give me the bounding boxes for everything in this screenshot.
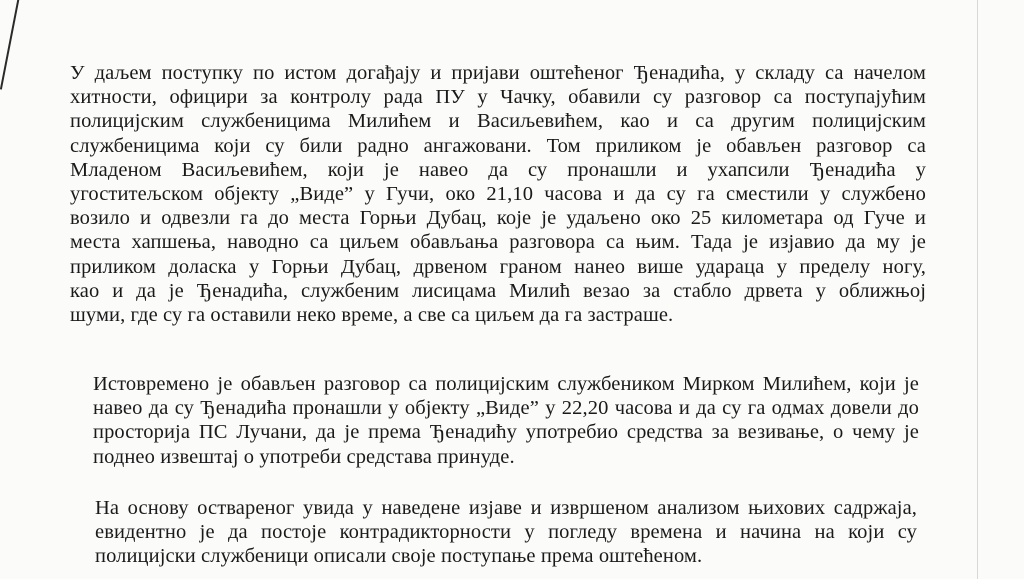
text-line: шуми, где су га оставили неко време, а све са циљем да га застраше. bbox=[70, 304, 674, 327]
text-line: возило и одвезли га до места Горњи Дубац, које је удаљено око 25 километара од Гуче и bbox=[70, 207, 926, 230]
text-line: поднео извештај о употреби средстава принуде. bbox=[93, 445, 515, 468]
text-line: приликом доласка у Горњи Дубац, дрвеном граном нанео више удараца у пределу ногу, bbox=[70, 255, 926, 278]
text-line: евидентно је да постоје контрадикторности у погледу времена и начина на који су bbox=[95, 521, 917, 544]
paragraph-3 bbox=[95, 496, 917, 569]
text-line: хитности, официри за контролу рада ПУ у Чачку, обавили су разговор са поступајућим bbox=[70, 86, 926, 109]
text-line: полицијским службеницима Милићем и Васиљевићем, као и са другим полицијским bbox=[70, 110, 926, 133]
text-line: службеницима који су били радно ангажовани. Том приликом је обављен разговор са bbox=[70, 134, 926, 157]
text-line: На основу оствареног увида у наведене изјаве и извршеном анализом њихових садржаја, bbox=[95, 497, 917, 519]
text-line: навео да су Ђенадића пронашли у објекту „Виде” у 22,20 часова и да су га одмах довели до bbox=[93, 397, 919, 420]
text-line: Младеном Васиљевићем, који је навео да су пронашли и ухапсили Ђенадића у bbox=[70, 158, 926, 181]
text-line: У даљем поступку по истом догађају и пријави оштећеног Ђенадића, у складу са начелом bbox=[70, 62, 926, 84]
text-line: полицијски службеници описали своје поступање према оштећеном. bbox=[95, 545, 703, 568]
paragraph-2 bbox=[93, 372, 919, 469]
paragraph-1 bbox=[70, 61, 926, 327]
text-line: као и да је Ђенадића, службеним лисицама Милић везао за стабло дрвета у оближњој bbox=[70, 279, 926, 302]
text-line: угоститељском објекту „Виде” у Гучи, око 21,10 часова и да су га сместили у службено bbox=[70, 183, 926, 206]
page-right-edge bbox=[977, 0, 978, 579]
text-line: места хапшења, наводно са циљем обављања разговора са њим. Тада је изјавио да му је bbox=[70, 231, 926, 254]
text-line: просторија ПС Лучани, да је према Ђенадићу употребио средства за везивање, о чему је bbox=[93, 421, 919, 444]
page-edge-mark bbox=[0, 0, 20, 90]
text-line: Истовремено је обављен разговор са полицијским службеником Мирком Милићем, који је bbox=[93, 373, 919, 395]
